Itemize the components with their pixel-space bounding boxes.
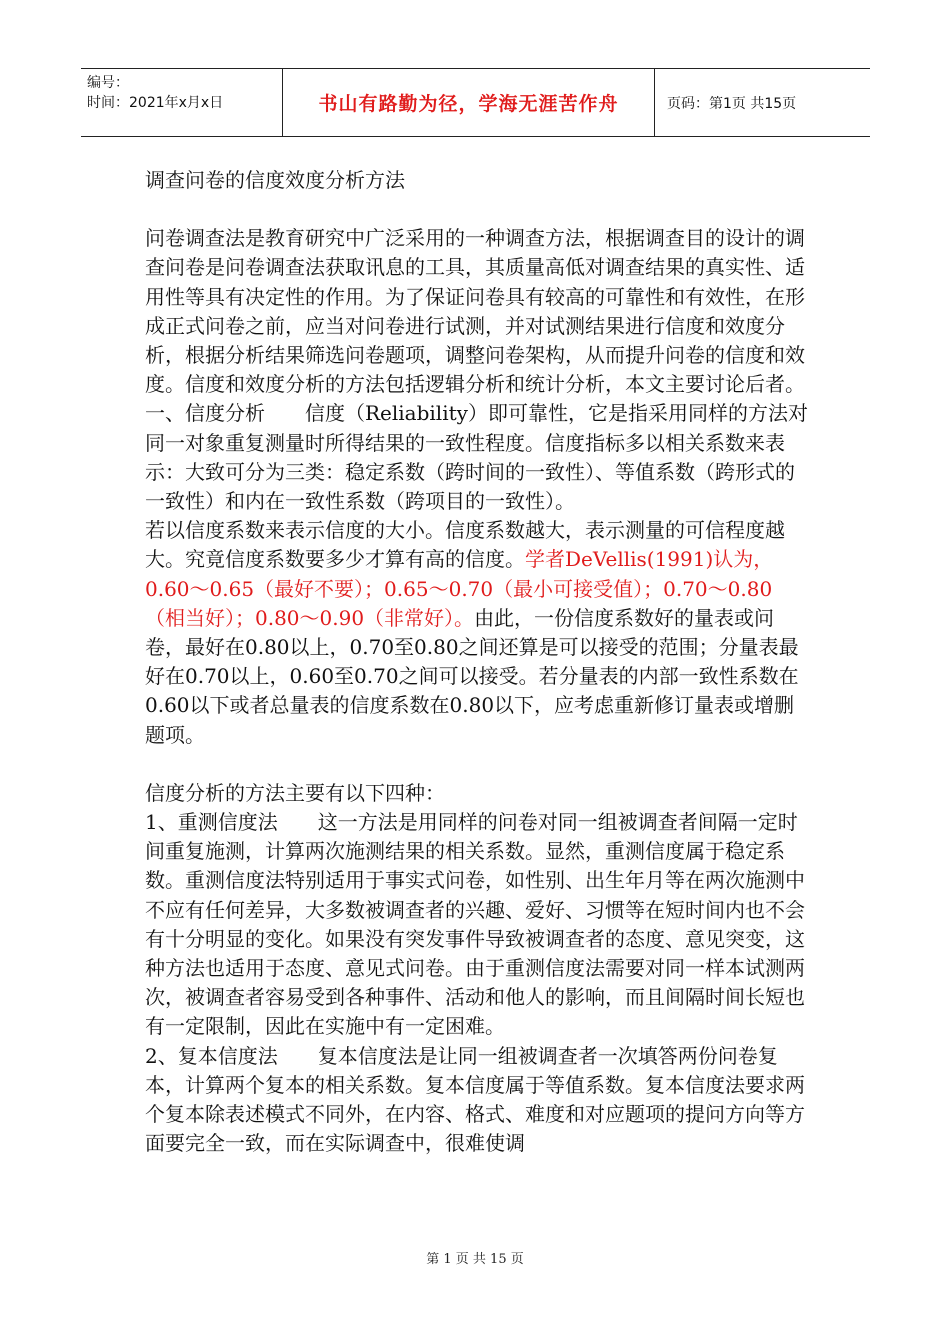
coefficient-text-end: 由此，一份信度系数好的量表或问卷，最好在0.80以上，0.70至0.80之间还算是可以接受的范围；分量表最好在0.70以上，0.60至0.70之间可以接受。若分量表的内部一致性系数在0.60以下或者总量表的信度系数在0.80以下，应考虑重新修订量表或增删题项。 <box>145 605 799 747</box>
coefficient-paragraph <box>145 516 810 750</box>
intro-paragraph: 问卷调查法是教育研究中广泛采用的一种调查方法，根据调查目的设计的调查问卷是问卷调查法获取讯息的工具，其质量高低对调查结果的真实性、适用性等具有决定性的作用。为了保证问卷具有较高的可靠性和有效性，在形成正式问卷之前，应当对问卷进行试测，并对试测结果进行信度和效度分析，根据分析结果筛选问卷题项，调整问卷架构，从而提升问卷的信度和效度。信度和效度分析的方法包括逻辑分析和统计分析，本文主要讨论后者。 <box>145 226 805 397</box>
document-title: 调查问卷的信度效度分析方法 <box>145 168 405 192</box>
reliability-paragraph: 一、信度分析 信度（Reliability）即可靠性，它是指采用同样的方法对同一对象重复测量时所得结果的一致性程度。信度指标多以相关系数来表示：大致可分为三类：稳定系数（跨时间的一致性）、等值系数（跨形式的一致性）和内在一致性系数（跨项目的一致性）。 <box>145 401 808 514</box>
coefficient-text-start: 若以信度系数来表示信度的大小。信度系数越大，表示测量的可信程度越大。究竟信度系数要多少才算有高的信度。 <box>145 518 785 572</box>
document-number-label: 编号： <box>87 75 129 91</box>
devellis-quote: 学者DeVellis(1991)认为，0.60～0.65（最好不要）；0.65～0.70（最小可接受值）；0.70～0.80（相当好）；0.80～0.90（非常好）。 <box>145 547 774 630</box>
header-page-info: 页码：第1页 共15页 <box>667 95 797 112</box>
page-footer: 第 1 页 共 15 页 <box>426 1252 524 1267</box>
method-1-paragraph: 1、重测信度法 这一方法是用同样的问卷对同一组被调查者间隔一定时间重复施测，计算两次施测结果的相关系数。显然，重测信度属于稳定系数。重测信度法特别适用于事实式问卷，如性别、出生年月等在两次施测中不应有任何差异，大多数被调查者的兴趣、爱好、习惯等在短时间内也不会有十分明显的变化。如果没有突发事件导致被调查者的态度、意见突变，这种方法也适用于态度、意见式问卷。由于重测信度法需要对同一样本试测两次，被调查者容易受到各种事件、活动和他人的影响，而且间隔时间长短也有一定限制，因此在实施中有一定困难。 <box>145 810 805 1039</box>
blank-line <box>145 195 810 224</box>
document-body <box>145 166 810 1159</box>
document-time-label: 时间：2021年x月x日 <box>87 95 224 111</box>
header-motto: 书山有路勤为径，学海无涯苦作舟 <box>283 69 655 136</box>
methods-intro: 信度分析的方法主要有以下四种： <box>145 780 445 805</box>
header-meta <box>81 69 283 136</box>
method-2-paragraph: 2、复本信度法 复本信度法是让同一组被调查者一次填答两份问卷复本，计算两个复本的相关系数。复本信度属于等值系数。复本信度法要求两个复本除表述模式不同外，在内容、格式、难度和对应题项的提问方向等方面要完全一致，而在实际调查中，很难使调 <box>145 1043 805 1156</box>
page-header <box>81 68 870 137</box>
blank-line <box>145 750 810 779</box>
